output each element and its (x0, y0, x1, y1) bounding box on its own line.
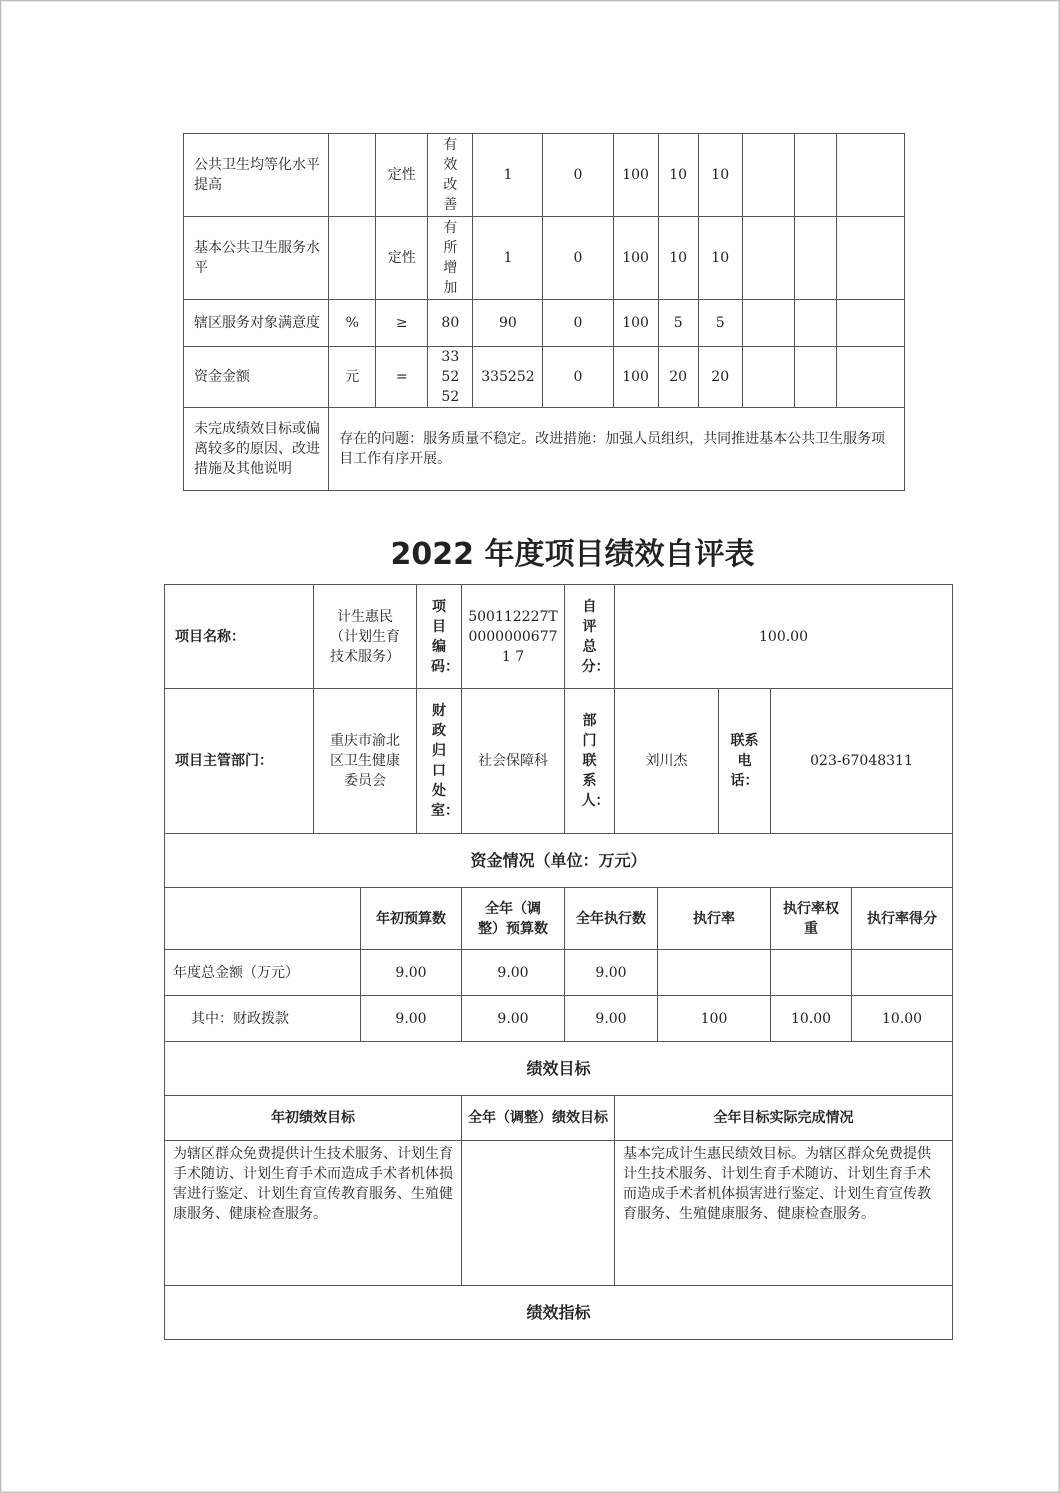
indicator-cell: 0 (543, 217, 613, 300)
indicator-type: ≥ (376, 300, 428, 347)
indicator-type: 定性 (376, 217, 428, 300)
funds-col-header: 执行率 (658, 888, 771, 950)
indicator-unit (329, 217, 376, 300)
contact-name: 刘川杰 (615, 689, 719, 834)
self-evaluation-form (164, 584, 953, 1340)
goals-col-header: 全年（调整）绩效目标 (462, 1096, 615, 1141)
project-code: 500112227T00000006771 7 (462, 585, 565, 689)
indicator-unit: % (329, 300, 376, 347)
phone-number: 023-67048311 (771, 689, 953, 834)
indicator-cell: 100 (613, 347, 658, 408)
empty-cell (794, 300, 836, 347)
empty-cell (794, 134, 836, 217)
table-row (165, 1286, 953, 1340)
indicator-name: 基本公共卫生服务水平 (184, 217, 329, 300)
dept-label: 项目主管部门： (165, 689, 314, 834)
indicator-cell: 5 (698, 300, 742, 347)
dept-name: 重庆市渝北区卫生健康委员会 (314, 689, 417, 834)
funds-col-header: 年初预算数 (361, 888, 462, 950)
indicator-cell: 10 (658, 217, 698, 300)
funds-value: 9.00 (462, 996, 565, 1042)
funds-value: 9.00 (462, 950, 565, 996)
table-row (165, 689, 953, 834)
indicator-cell: 10 (698, 217, 742, 300)
funds-row-label: 年度总金额（万元） (165, 950, 361, 996)
goals-col-header: 全年目标实际完成情况 (615, 1096, 953, 1141)
indicator-cell: 0 (543, 300, 613, 347)
table-row (165, 1141, 953, 1286)
table-row (165, 1096, 953, 1141)
office-label: 财政归口处室： (431, 703, 459, 819)
project-code-label: 项目编码： (431, 598, 459, 675)
goal-initial: 为辖区群众免费提供计生技术服务、计划生育手术随访、计划生育手术而造成手术者机体损害进行鉴定、计划生育宣传教育服务、生殖健康服务、健康检查服务。 (165, 1141, 462, 1286)
empty-cell (836, 217, 904, 300)
indicator-name: 公共卫生均等化水平提高 (184, 134, 329, 217)
indicator-cell: 5 (658, 300, 698, 347)
indicator-cell: 20 (698, 347, 742, 408)
table-row (165, 585, 953, 689)
table-row (165, 834, 953, 888)
indicator-type: = (376, 347, 428, 408)
indicator-actual: 90 (473, 300, 543, 347)
funds-value: 9.00 (361, 950, 462, 996)
indicator-cell: 100 (613, 134, 658, 217)
phone-label: 联系电话： (730, 733, 759, 789)
indicator-cell: 100 (613, 217, 658, 300)
funds-col-header: 全年执行数 (565, 888, 658, 950)
indicator-cell: 10 (698, 134, 742, 217)
funds-section-header: 资金情况（单位：万元） (165, 834, 953, 888)
note-text: 存在的问题：服务质量不稳定。改进措施：加强人员组织，共同推进基本公共卫生服务项目工作有序开展。 (329, 408, 905, 491)
funds-rate (658, 950, 771, 996)
table-row (184, 217, 905, 300)
funds-weight (771, 950, 852, 996)
empty-cell (165, 888, 361, 950)
empty-cell (742, 134, 794, 217)
indicator-cell: 100 (613, 300, 658, 347)
funds-rate: 100 (658, 996, 771, 1042)
indicator-target: 335252 (441, 349, 460, 405)
empty-cell (742, 217, 794, 300)
empty-cell (794, 347, 836, 408)
funds-weight: 10.00 (771, 996, 852, 1042)
funds-value: 9.00 (565, 950, 658, 996)
table-row (165, 888, 953, 950)
indicator-actual: 335252 (473, 347, 543, 408)
funds-col-header: 执行率权重 (771, 888, 852, 950)
contact-label: 部门联系人： (581, 713, 610, 809)
table-row (184, 134, 905, 217)
indicator-cell: 0 (543, 347, 613, 408)
indicator-target: 有所增加 (443, 220, 458, 296)
empty-cell (794, 217, 836, 300)
goal-adjusted (462, 1141, 615, 1286)
indicator-cell: 0 (543, 134, 613, 217)
indicator-name: 辖区服务对象满意度 (184, 300, 329, 347)
note-row (184, 408, 905, 491)
empty-cell (836, 347, 904, 408)
indicator-unit (329, 134, 376, 217)
indicator-name: 资金金额 (184, 347, 329, 408)
indicator-actual: 1 (473, 217, 543, 300)
table-row (165, 996, 953, 1042)
goals-col-header: 年初绩效目标 (165, 1096, 462, 1141)
empty-cell (836, 134, 904, 217)
indicator-cell: 10 (658, 134, 698, 217)
funds-score (852, 950, 953, 996)
project-name: 计生惠民（计划生育技术服务） (314, 585, 417, 689)
table-row (184, 300, 905, 347)
funds-value: 9.00 (361, 996, 462, 1042)
funds-value: 9.00 (565, 996, 658, 1042)
project-name-label: 项目名称： (165, 585, 314, 689)
funds-row-label: 其中：财政拨款 (165, 996, 361, 1042)
form-title: 2022 年度项目绩效自评表 (390, 537, 755, 572)
table-row (184, 347, 905, 408)
indicators-section-header: 绩效指标 (165, 1286, 953, 1340)
note-label: 未完成绩效目标或偏离较多的原因、改进措施及其他说明 (184, 408, 329, 491)
indicator-type: 定性 (376, 134, 428, 217)
indicator-unit: 元 (329, 347, 376, 408)
table-row (165, 950, 953, 996)
empty-cell (742, 300, 794, 347)
office-name: 社会保障科 (462, 689, 565, 834)
funds-score: 10.00 (852, 996, 953, 1042)
indicator-target: 80 (428, 300, 473, 347)
goals-section-header: 绩效目标 (165, 1042, 953, 1096)
indicator-target: 有效改善 (443, 137, 458, 213)
goal-actual: 基本完成计生惠民绩效目标。为辖区群众免费提供计生技术服务、计划生育手术随访、计划生育手术而造成手术者机体损害进行鉴定、计划生育宣传教育服务、生殖健康服务、健康检查服务。 (615, 1141, 953, 1286)
empty-cell (836, 300, 904, 347)
score-label: 自评总分： (581, 598, 610, 675)
indicator-cell: 20 (658, 347, 698, 408)
indicator-actual: 1 (473, 134, 543, 217)
funds-col-header: 执行率得分 (852, 888, 953, 950)
empty-cell (742, 347, 794, 408)
indicator-table-continued (183, 133, 905, 491)
total-score: 100.00 (615, 585, 953, 689)
table-row (165, 1042, 953, 1096)
funds-col-header: 全年（调整）预算数 (462, 888, 565, 950)
